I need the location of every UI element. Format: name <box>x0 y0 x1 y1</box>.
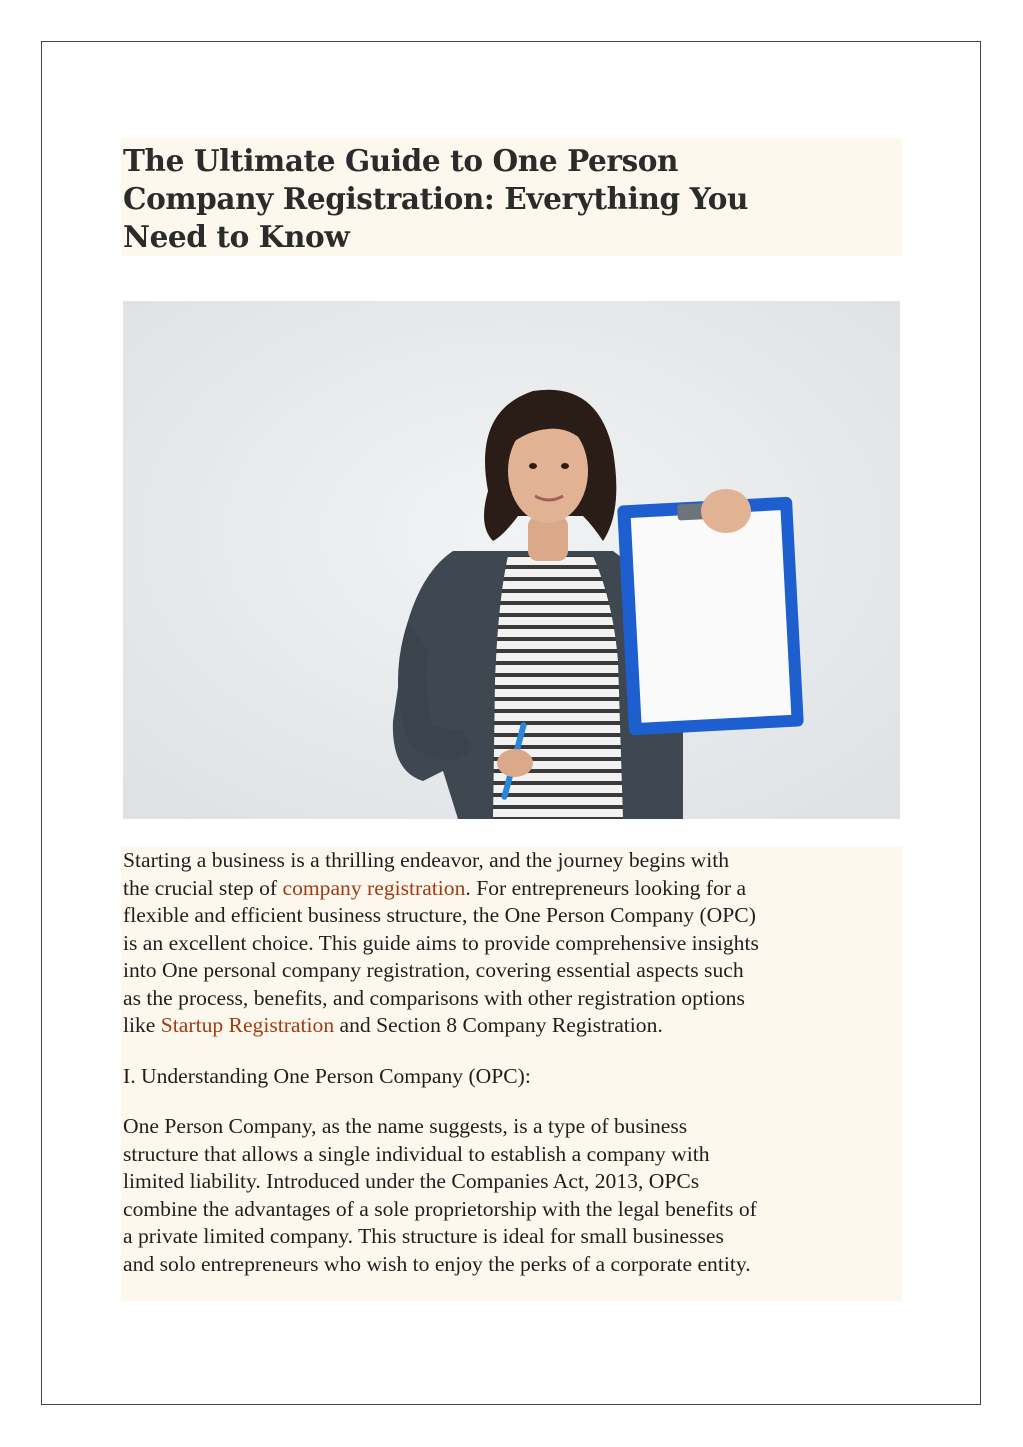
title-line-3: Need to Know <box>123 219 350 254</box>
hero-image <box>123 301 900 819</box>
section-paragraph <box>123 1113 913 1278</box>
intro-line-7-pre: like <box>123 1013 161 1037</box>
intro-line-5: into One personal company registration, covering essential aspects such <box>123 958 744 982</box>
intro-line-1: Starting a business is a thrilling endeavor, and the journey begins with <box>123 848 730 872</box>
section-heading: I. Understanding One Person Company (OPC): <box>123 1064 531 1088</box>
article-body <box>121 847 902 1301</box>
intro-line-3: flexible and efficient business structure, the One Person Company (OPC) <box>123 903 756 927</box>
section-line-1: One Person Company, as the name suggests, is a type of business <box>123 1114 688 1138</box>
section-line-5: a private limited company. This structure is ideal for small businesses <box>123 1224 724 1248</box>
intro-line-2-post: . For entrepreneurs looking for a <box>465 875 747 900</box>
intro-line-6: as the process, benefits, and comparisons with other registration options <box>123 985 745 1010</box>
section-line-6: and solo entrepreneurs who wish to enjoy the perks of a corporate entity. <box>123 1251 751 1276</box>
hero-illustration <box>123 301 900 819</box>
section-line-4: combine the advantages of a sole proprietorship with the legal benefits of <box>123 1196 757 1221</box>
page-title <box>123 142 900 256</box>
intro-line-4: is an excellent choice. This guide aims to provide comprehensive insights <box>123 930 759 955</box>
company-registration-link[interactable]: company registration <box>282 875 466 900</box>
title-line-2: Company Registration: Everything You <box>123 181 749 216</box>
startup-registration-link[interactable]: Startup Registration <box>160 1013 335 1037</box>
title-block <box>121 138 902 256</box>
intro-line-2-pre: the crucial step of <box>123 875 283 900</box>
title-line-1: The Ultimate Guide to One Person <box>123 143 679 178</box>
intro-paragraph <box>123 847 913 1040</box>
intro-line-7-post: and Section 8 Company Registration. <box>334 1013 663 1037</box>
section-line-2: structure that allows a single individual to establish a company with <box>123 1141 710 1166</box>
section-line-3: limited liability. Introduced under the Companies Act, 2013, OPCs <box>123 1169 700 1193</box>
